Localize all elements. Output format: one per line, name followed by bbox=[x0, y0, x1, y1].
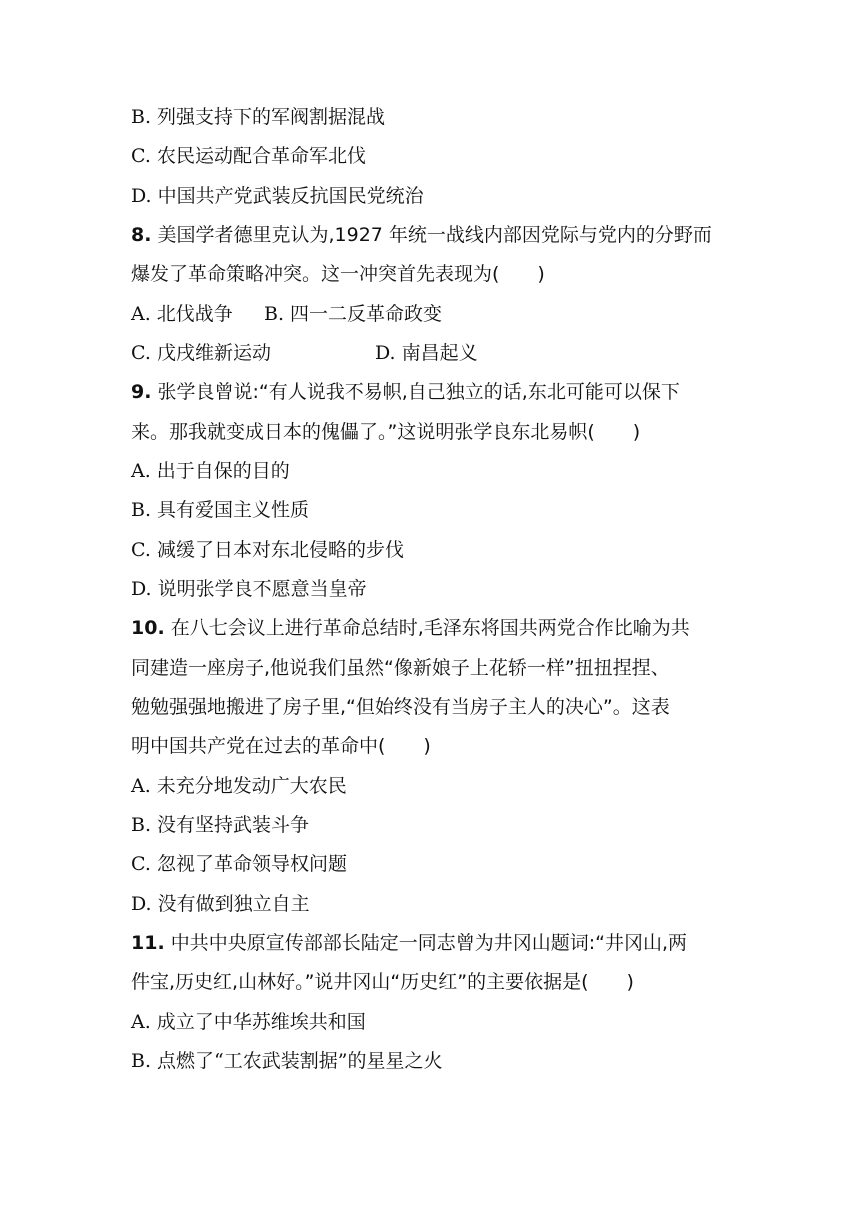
question-9-stem-line1 bbox=[131, 378, 680, 406]
question-9-number: 9. bbox=[131, 381, 152, 403]
question-9-stem-line2: 来。那我就变成日本的傀儡了。”这说明张学良东北易帜( ) bbox=[131, 421, 641, 443]
question-9-option-b: B. 具有爱国主义性质 bbox=[131, 499, 310, 521]
question-11-number: 11. bbox=[131, 932, 165, 954]
question-8-number: 8. bbox=[131, 224, 152, 246]
question-10-number: 10. bbox=[131, 617, 165, 639]
question-11-option-b: B. 点燃了“工农武装割据”的星星之火 bbox=[131, 1050, 443, 1072]
question-11-stem-line1 bbox=[131, 929, 687, 957]
question-8-option-c: C. 戊戌维新运动 bbox=[131, 342, 271, 364]
question-8-option-b: B. 四一二反革命政变 bbox=[264, 303, 443, 325]
question-10-stem-line3: 勉勉强强地搬进了房子里,“但始终没有当房子主人的决心”。这表 bbox=[131, 696, 670, 718]
option-b-line: B. 列强支持下的军阀割据混战 bbox=[131, 106, 386, 128]
question-11-option-a: A. 成立了中华苏维埃共和国 bbox=[131, 1011, 366, 1033]
question-8-stem-line1 bbox=[131, 221, 712, 249]
question-10-option-b: B. 没有坚持武装斗争 bbox=[131, 814, 310, 836]
question-9-option-c: C. 减缓了日本对东北侵略的步伐 bbox=[131, 539, 404, 561]
question-9-text: 张学良曾说:“有人说我不易帜,自己独立的话,东北可能可以保下 bbox=[157, 381, 680, 403]
question-10-option-d: D. 没有做到独立自主 bbox=[131, 893, 310, 915]
question-11-text: 中共中央原宣传部部长陆定一同志曾为井冈山题词:“井冈山,两 bbox=[170, 932, 688, 954]
question-8-option-d: D. 南昌起义 bbox=[375, 342, 478, 364]
question-8-option-a: A. 北伐战争 bbox=[131, 303, 233, 325]
question-10-stem-line2: 同建造一座房子,他说我们虽然“像新娘子上花轿一样”扭扭捏捏、 bbox=[131, 657, 670, 679]
question-10-stem-line1 bbox=[131, 614, 690, 642]
question-10-text: 在八七会议上进行革命总结时,毛泽东将国共两党合作比喻为共 bbox=[170, 617, 690, 639]
question-10-option-c: C. 忽视了革命领导权问题 bbox=[131, 853, 347, 875]
option-c-line: C. 农民运动配合革命军北伐 bbox=[131, 145, 366, 167]
question-9-option-d: D. 说明张学良不愿意当皇帝 bbox=[131, 578, 367, 600]
question-11-stem-line2: 件宝,历史红,山林好。”说井冈山“历史红”的主要依据是( ) bbox=[131, 971, 634, 993]
option-d-line: D. 中国共产党武装反抗国民党统治 bbox=[131, 185, 424, 207]
question-9-option-a: A. 出于自保的目的 bbox=[131, 460, 290, 482]
question-8-text: 美国学者德里克认为,1927 年统一战线内部因党际与党内的分野而 bbox=[157, 224, 712, 246]
question-8-stem-line2: 爆发了革命策略冲突。这一冲突首先表现为( ) bbox=[131, 263, 545, 285]
question-10-option-a: A. 未充分地发动广大农民 bbox=[131, 775, 347, 797]
question-10-stem-line4: 明中国共产党在过去的革命中( ) bbox=[131, 735, 431, 757]
